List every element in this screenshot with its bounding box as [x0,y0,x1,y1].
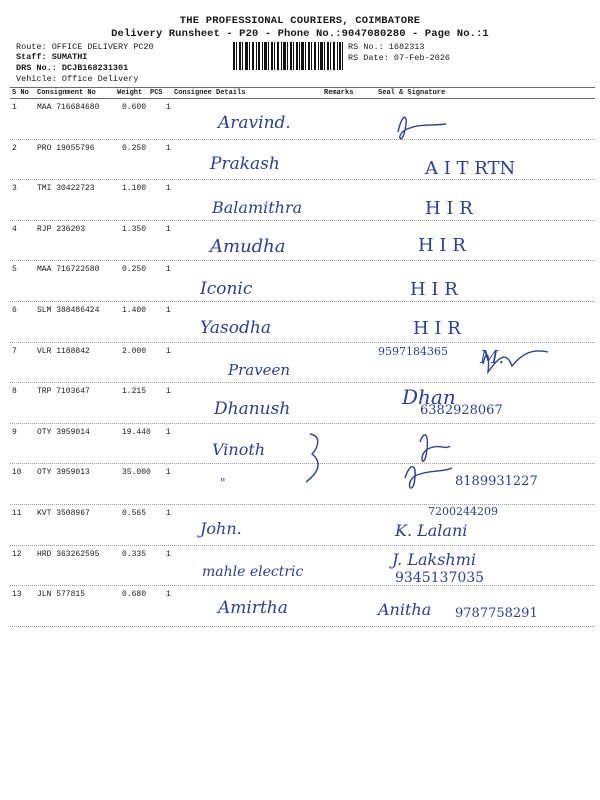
row-consignee-name: Vinoth [212,439,266,459]
row-consignee-name: Dhanush [214,399,291,420]
row-consignee-name: Prakash [210,153,280,174]
col-header-seal: Seal & Signature [378,89,446,97]
row-consignee-name: John. [200,519,242,538]
row-consignee-name: " [220,476,226,491]
table-row [10,505,595,545]
vehicle-line: Vehicle: Office Delivery [16,74,139,84]
row-pcs: 1 [166,549,171,559]
row-weight: 0.250 [122,265,147,275]
row-handwritten-note: 7200244209 [428,505,498,518]
row-handwritten-note: H I R [413,318,461,339]
table-row [10,221,595,261]
row-weight: 2.000 [122,346,147,356]
row-weight: 1.350 [122,224,147,234]
company-title: THE PROFESSIONAL COURIERS, COIMBATORE [179,15,421,27]
row-pcs: 1 [166,387,171,397]
row-consignee-name: Praveen [228,360,291,379]
row-sno: 5 [12,265,17,275]
col-header-consignment: Consignment No [37,89,96,97]
row-handwritten-note: H I R [410,279,458,301]
table-row [10,302,595,342]
row-sno: 11 [12,509,22,518]
row-weight: 35.000 [122,468,151,478]
row-sno: 3 [12,184,17,194]
row-weight: 1.215 [122,387,147,397]
table-row [10,180,595,220]
row-sno: 6 [12,306,17,315]
row-handwritten-note: A I T RTN [425,157,516,179]
row-pcs: 1 [166,265,171,275]
barcode-image [233,42,343,70]
row-consignee-name: Iconic [200,279,253,300]
row-pcs: 1 [166,224,171,234]
row-signature-text: M. [480,346,505,368]
row-signature-text: K. Lalani [395,521,468,540]
drs-line: DRS No.: DCJB168231301 [16,63,129,73]
table-row [10,343,595,383]
row-consignment-no: OTY 3959013 [37,468,90,478]
row-pcs: 1 [166,103,171,112]
row-signature-text: Dhan [402,385,456,410]
row-pcs: 1 [166,306,171,315]
row-sno: 8 [12,387,17,397]
staff-line: Staff: SUMATHI [16,52,88,62]
row-pcs: 1 [166,184,171,194]
row-handwritten-note: H I R [425,198,473,220]
rs-number: RS No.: 1682313 [348,42,425,52]
row-sno: 1 [12,103,17,112]
row-pcs: 1 [166,143,171,153]
row-sno: 2 [12,143,17,153]
row-consignment-no: HRD 363262595 [37,549,100,559]
row-consignment-no: SLM 388486424 [37,306,100,315]
table-row [10,261,595,301]
table-row [10,546,595,586]
row-consignment-no: TRP 7103647 [37,387,90,397]
row-consignee-name: Balamithra [212,198,303,218]
table-row [10,464,595,504]
row-sno: 12 [12,549,22,559]
table-row [10,383,595,423]
row-weight: 0.680 [122,590,147,600]
row-handwritten-note: H I R [418,234,466,256]
row-weight: 0.250 [122,143,147,153]
row-weight: 0.565 [122,509,147,518]
row-handwritten-note: 8189931227 [455,474,538,490]
row-consignment-no: PRO 19055796 [37,143,95,153]
route-line: Route: OFFICE DELIVERY PC20 [16,42,154,52]
table-row [10,99,595,139]
table-row [10,140,595,180]
col-header-weight: Weight [117,89,143,97]
row-consignee-name: Yasodha [200,318,271,338]
row-signature-text: J. Lakshmi [392,549,477,569]
row-consignee-name: mahle electric [202,563,304,580]
col-header-pcs: PCS [150,89,163,97]
row-consignment-no: MAA 716684680 [37,103,100,112]
row-pcs: 1 [166,590,171,600]
row-consignment-no: RJP 236203 [37,224,86,234]
table-row [10,586,595,626]
row-consignment-no: JLN 577815 [37,590,86,600]
row-consignment-no: TMI 30422723 [37,184,95,194]
row-weight: 0.600 [122,103,147,112]
row-pcs: 1 [166,468,171,478]
rs-date: RS Date: 07-Feb-2026 [348,53,451,63]
row-consignee-name: Amudha [210,235,286,257]
row-consignment-no: KVT 3508967 [37,509,90,518]
row-sno: 4 [12,224,17,234]
row-pcs: 1 [166,427,171,437]
row-weight: 1.400 [122,306,147,315]
row-sno: 7 [12,346,17,356]
row-consignment-no: VLR 1188842 [37,346,90,356]
row-signature-text: Anitha [378,600,432,620]
row-divider [10,626,595,627]
row-pcs: 1 [166,346,171,356]
runsheet-subtitle: Delivery Runsheet - P20 - Phone No.:9047080280 - Page No.:1 [111,28,489,40]
row-consignment-no: OTY 3959014 [37,427,90,437]
row-handwritten-note: 9787758291 [455,606,538,622]
row-sno: 13 [12,590,22,600]
table-top-rule [10,87,595,88]
col-header-consignee: Consignee Details [174,89,246,97]
row-handwritten-note: 9345137035 [395,569,485,586]
col-header-sno: S No [12,89,29,97]
row-consignment-no: MAA 716722580 [37,265,100,275]
row-weight: 0.335 [122,549,147,559]
table-row [10,424,595,464]
row-weight: 1.100 [122,184,147,194]
row-handwritten-note: 9597184365 [378,344,448,358]
row-weight: 19.440 [122,427,151,437]
row-pcs: 1 [166,509,171,518]
row-consignee-name: Aravind. [218,113,291,133]
row-handwritten-note: 6382928067 [420,403,503,419]
row-sno: 9 [12,427,17,437]
col-header-remarks: Remarks [324,89,354,97]
row-consignee-name: Amirtha [218,598,288,619]
row-sno: 10 [12,468,22,478]
